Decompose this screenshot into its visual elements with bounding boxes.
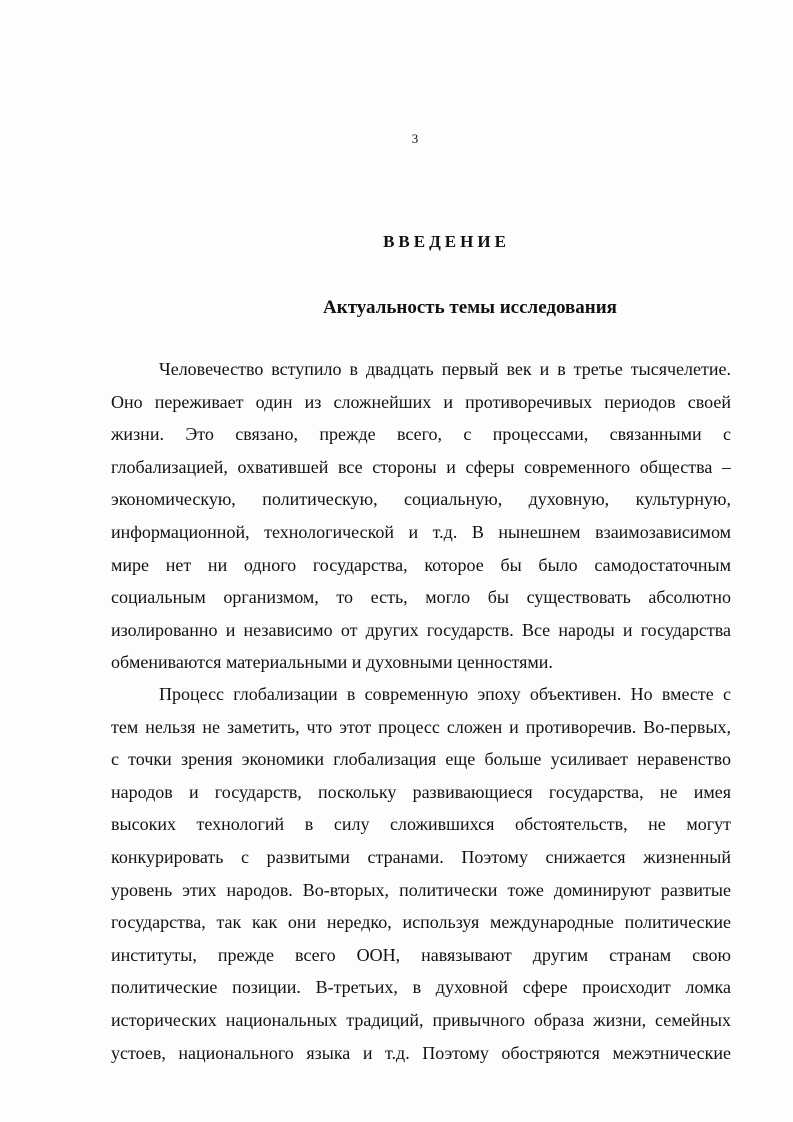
- text-line: с точки зрения экономики глобализация еще больше усиливает неравенство: [111, 749, 731, 770]
- text-line: высоких технологий в силу сложившихся обстоятельств, не могут: [111, 814, 731, 835]
- page-number: 3: [411, 131, 419, 146]
- section-title: Актуальность темы исследования: [323, 297, 617, 318]
- text-line: исторических национальных традиций, привычного образа жизни, семейных: [111, 1009, 731, 1030]
- text-line: институты, прежде всего ООН, навязывают другим странам свою: [111, 944, 731, 965]
- paragraph-2: [111, 678, 731, 1069]
- text-line: тем нельзя не заметить, что этот процесс сложен и противоречив. Во-первых,: [111, 716, 731, 737]
- text-line: обмениваются материальными и духовными ценностями.: [111, 652, 553, 673]
- text-line: информационной, технологической и т.д. В нынешнем взаимозависимом: [111, 521, 731, 542]
- text-line: Оно переживает один из сложнейших и противоречивых периодов своей: [111, 391, 731, 412]
- text-line: Человечество вступило в двадцать первый век и в третье тысячелетие.: [159, 359, 731, 379]
- text-line: государства, так как они нередко, используя международные политические: [111, 912, 731, 933]
- text-line: Процесс глобализации в современную эпоху объективен. Но вместе с: [159, 684, 731, 704]
- text-line: глобализацией, охватившей все стороны и сферы современного общества –: [111, 456, 731, 477]
- text-line: жизни. Это связано, прежде всего, с процессами, связанными с: [111, 424, 731, 445]
- text-line: мире нет ни одного государства, которое бы было самодостаточным: [111, 554, 731, 575]
- paragraph-1: [111, 353, 731, 679]
- text-line: конкурировать с развитыми странами. Поэтому снижается жизненный: [111, 846, 731, 867]
- text-line: устоев, национального языка и т.д. Поэтому обостряются межэтнические: [111, 1042, 731, 1063]
- chapter-title: ВВЕДЕНИЕ: [383, 232, 510, 251]
- text-line: народов и государств, поскольку развивающиеся государства, не имея: [111, 781, 731, 802]
- text-line: уровень этих народов. Во-вторых, политически тоже доминируют развитые: [111, 879, 731, 900]
- text-line: изолированно и независимо от других государств. Все народы и государства: [111, 619, 731, 640]
- text-line: социальным организмом, то есть, могло бы существовать абсолютно: [111, 587, 731, 608]
- text-line: политические позиции. В-третьих, в духовной сфере происходит ломка: [111, 977, 731, 998]
- text-line: экономическую, политическую, социальную, духовную, культурную,: [111, 489, 731, 510]
